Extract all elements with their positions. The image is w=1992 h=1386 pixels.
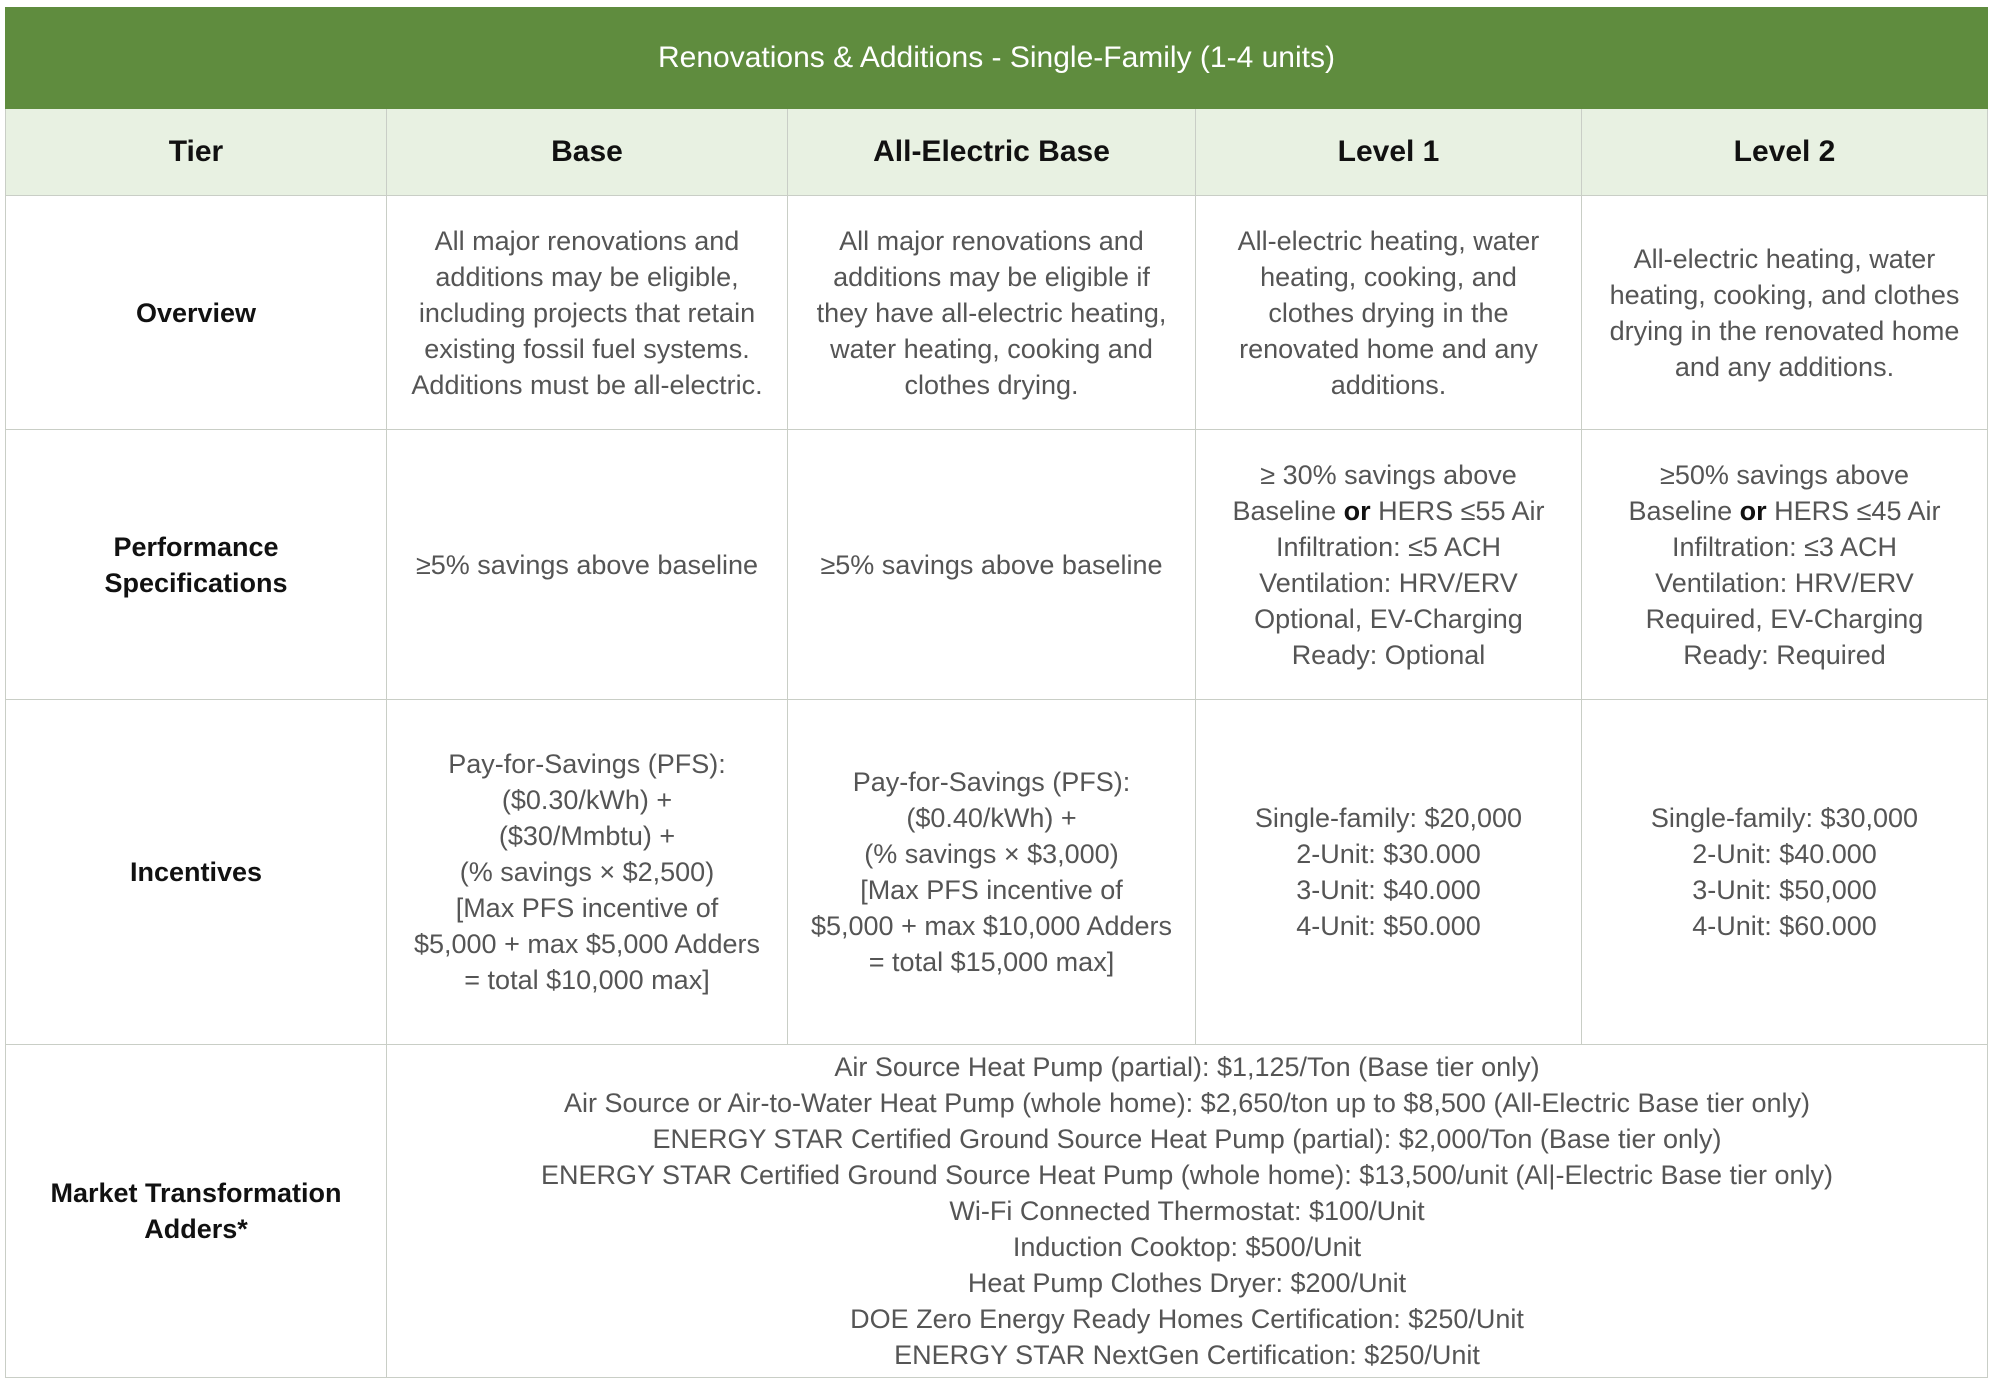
text-line: water heating, cooking and — [830, 333, 1153, 364]
label-line: Specifications — [104, 567, 288, 598]
text-line: they have all-electric heating, — [816, 297, 1167, 328]
text-line: including projects that retain — [418, 297, 756, 328]
text-line: heating, cooking, and clothes — [1609, 279, 1960, 310]
overview-level-1 — [1196, 196, 1582, 430]
text-line: (% savings × $2,500) — [459, 857, 715, 887]
overview-row — [6, 196, 1988, 430]
adder-item: Wi-Fi Connected Thermostat: $100/Unit — [949, 1196, 1425, 1226]
text-fragment: HERS ≤45 Air — [1766, 495, 1941, 526]
incentives-level-1 — [1196, 700, 1582, 1045]
text-line: ($30/Mmbtu) + — [498, 821, 676, 851]
text-fragment: HERS ≤55 Air — [1370, 495, 1545, 526]
text-line: Ready: Required — [1683, 639, 1886, 670]
text-line: All-electric heating, water — [1237, 225, 1540, 256]
text-line: Pay-for-Savings (PFS): — [448, 749, 726, 779]
incentives-row — [6, 700, 1988, 1045]
text-line: All-electric heating, water — [1633, 243, 1936, 274]
text-line: $5,000 + max $10,000 Adders — [810, 911, 1173, 941]
header-all-electric-base: All-Electric Base — [788, 109, 1196, 196]
text-line: Additions must be all-electric. — [411, 369, 763, 400]
adder-item: Heat Pump Clothes Dryer: $200/Unit — [967, 1268, 1407, 1298]
text-line: and any additions. — [1674, 351, 1895, 382]
text-line: ($0.30/kWh) + — [501, 785, 673, 815]
header-base: Base — [387, 109, 788, 196]
text-line: additions. — [1330, 369, 1447, 400]
incentives-level-2 — [1582, 700, 1988, 1045]
text-line: All major renovations and — [434, 225, 740, 256]
text-line: Single-family: $20,000 — [1254, 803, 1523, 833]
label-line: Adders* — [144, 1214, 248, 1244]
adder-item: Air Source or Air-to-Water Heat Pump (whole home): $2,650/ton up to $8,500 (All-Electric Base tier only) — [563, 1088, 1811, 1118]
text-line: heating, cooking, and — [1260, 261, 1517, 292]
text-line: ($0.40/kWh) + — [906, 803, 1077, 833]
performance-level-2 — [1582, 430, 1988, 700]
text-line: 3-Unit: $40.000 — [1296, 875, 1481, 905]
text-line: 4-Unit: $50.000 — [1296, 911, 1481, 941]
performance-level-1 — [1196, 430, 1582, 700]
header-tier: Tier — [6, 109, 387, 196]
overview-level-2 — [1582, 196, 1988, 430]
text-line: ≥50% savings above — [1660, 459, 1909, 490]
incentives-all-electric-base — [788, 700, 1196, 1045]
header-row — [6, 109, 1988, 196]
header-level-2: Level 2 — [1582, 109, 1988, 196]
text-line: ≥ 30% savings above — [1260, 459, 1517, 490]
text-line: existing fossil fuel systems. — [424, 333, 750, 364]
adders-row — [6, 1045, 1988, 1378]
text-line: Single-family: $30,000 — [1650, 803, 1919, 833]
text-line: Infiltration: ≤3 ACH — [1672, 531, 1897, 562]
adder-item: DOE Zero Energy Ready Homes Certification: $250/Unit — [850, 1304, 1524, 1334]
header-level-1: Level 1 — [1196, 109, 1582, 196]
text-line: 2-Unit: $30.000 — [1296, 839, 1481, 869]
performance-label — [6, 430, 387, 700]
text-line — [1592, 493, 1977, 529]
text-line: Ventilation: HRV/ERV — [1655, 567, 1914, 598]
adder-item: Air Source Heat Pump (partial): $1,125/Ton (Base tier only) — [834, 1052, 1540, 1082]
text-line: Required, EV-Charging — [1645, 603, 1924, 634]
text-line: $5,000 + max $5,000 Adders — [413, 929, 760, 959]
text-line: Pay-for-Savings (PFS): — [852, 767, 1131, 797]
incentive-table-wrapper — [5, 7, 1987, 1378]
text-line: Optional, EV-Charging — [1254, 603, 1523, 634]
adder-item: Induction Cooktop: $500/Unit — [1012, 1232, 1362, 1262]
text-line: drying in the renovated home — [1609, 315, 1960, 346]
text-line: clothes drying in the — [1268, 297, 1509, 328]
adder-item: ENERGY STAR NextGen Certification: $250/Unit — [894, 1340, 1480, 1370]
title-row — [6, 8, 1988, 109]
performance-base: ≥5% savings above baseline — [387, 430, 788, 700]
text-line: Ready: Optional — [1291, 639, 1486, 670]
incentives-base — [387, 700, 788, 1045]
performance-row — [6, 430, 1988, 700]
incentive-table — [5, 7, 1988, 1378]
overview-label: Overview — [6, 196, 387, 430]
adder-item: ENERGY STAR Certified Ground Source Heat Pump (whole home): $13,500/unit (Al|-Electric Base tier only) — [540, 1160, 1834, 1190]
text-fragment: Baseline — [1232, 495, 1344, 526]
text-fragment: Baseline — [1628, 495, 1740, 526]
text-line: (% savings × $3,000) — [864, 839, 1119, 869]
emphasis-or: or — [1343, 495, 1371, 526]
text-line: clothes drying. — [904, 369, 1079, 400]
adder-item: ENERGY STAR Certified Ground Source Heat Pump (partial): $2,000/Ton (Base tier only) — [652, 1124, 1722, 1154]
text-line: 4-Unit: $60.000 — [1692, 911, 1877, 941]
performance-all-electric-base: ≥5% savings above baseline — [788, 430, 1196, 700]
text-line: [Max PFS incentive of — [860, 875, 1123, 905]
text-line: Infiltration: ≤5 ACH — [1276, 531, 1501, 562]
text-line: renovated home and any — [1239, 333, 1538, 364]
text-line: additions may be eligible, — [435, 261, 739, 292]
text-line — [1206, 493, 1571, 529]
text-line: = total $15,000 max] — [868, 947, 1115, 977]
adders-label — [6, 1045, 387, 1378]
emphasis-or: or — [1739, 495, 1767, 526]
overview-all-electric-base — [788, 196, 1196, 430]
text-line: = total $10,000 max] — [464, 965, 710, 995]
label-line: Performance — [113, 531, 279, 562]
incentives-label: Incentives — [6, 700, 387, 1045]
text-line: additions may be eligible if — [833, 261, 1150, 292]
adders-list — [387, 1045, 1988, 1378]
text-line: 3-Unit: $50,000 — [1692, 875, 1877, 905]
text-line: Ventilation: HRV/ERV — [1259, 567, 1518, 598]
table-title: Renovations & Additions - Single-Family (1-4 units) — [6, 8, 1988, 109]
text-line: [Max PFS incentive of — [455, 893, 719, 923]
label-line: Market Transformation — [50, 1178, 342, 1208]
text-line: All major renovations and — [839, 225, 1144, 256]
overview-base — [387, 196, 788, 430]
text-line: 2-Unit: $40.000 — [1692, 839, 1877, 869]
